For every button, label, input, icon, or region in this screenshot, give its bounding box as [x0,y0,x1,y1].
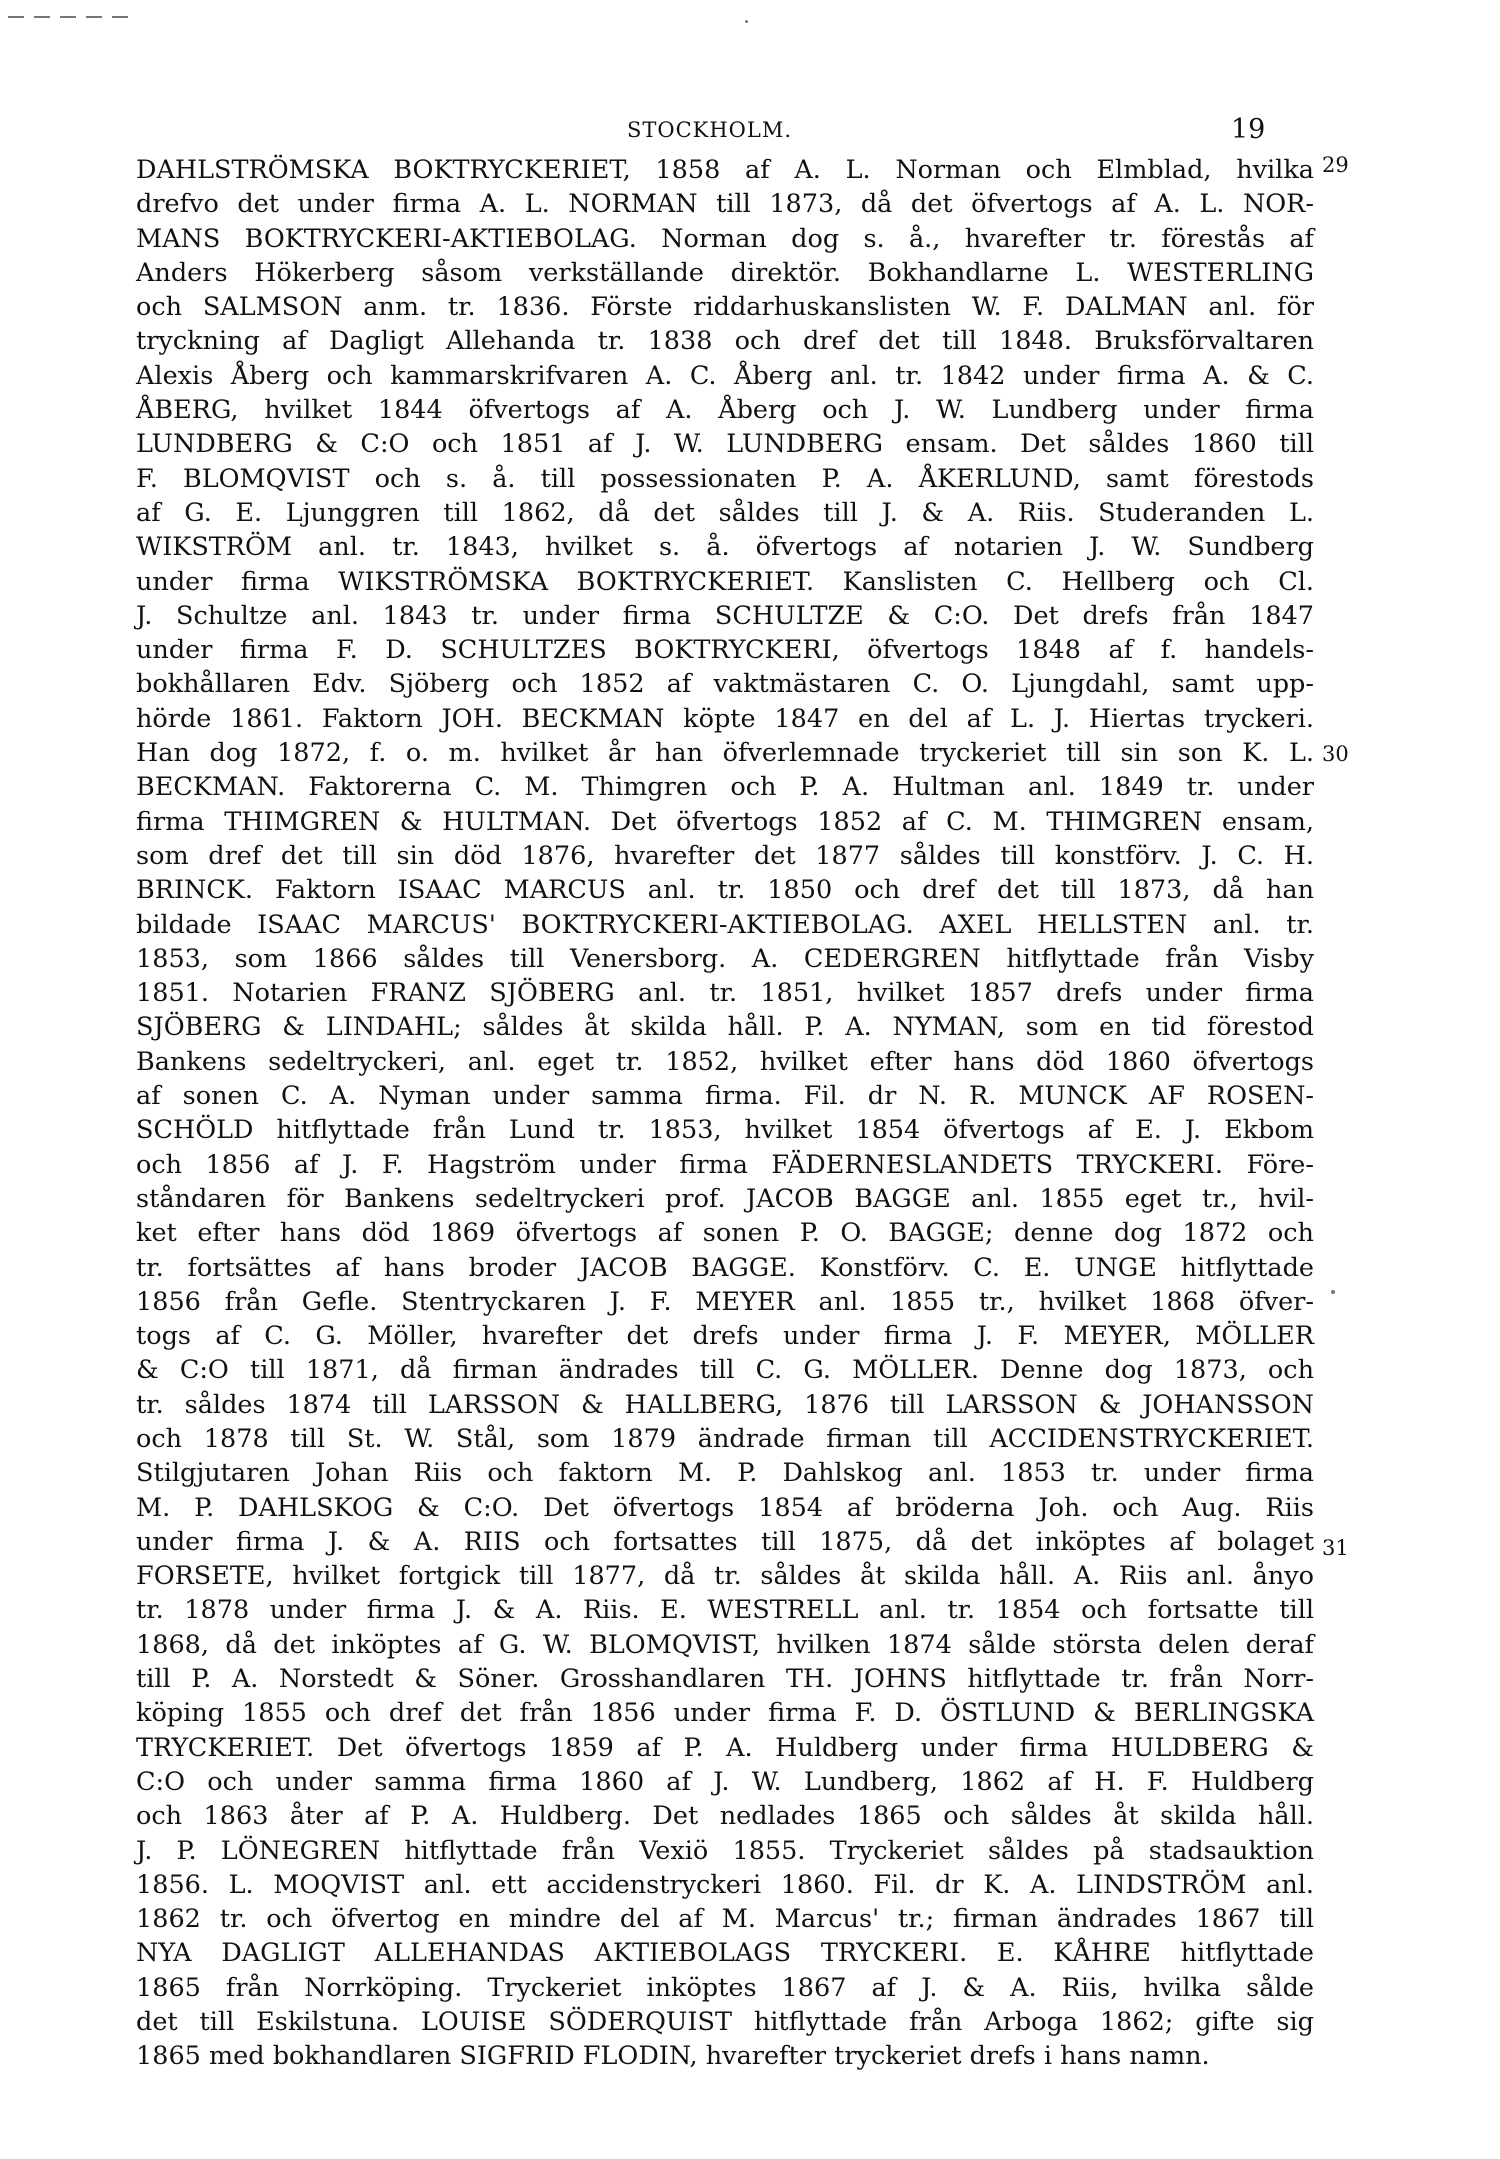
margin-number: 30 [1322,742,1349,766]
text-line: tr. 1878 under firma J. & A. Riis. E. WESTRELL anl. tr. 1854 och fortsatte till [136,1595,1314,1626]
text-line: Alexis Åberg och kammarskrifvaren A. C. Åberg anl. tr. 1842 under firma A. & C. [136,360,1314,391]
text-line: ket efter hans död 1869 öfvertogs af sonen P. O. BAGGE; denne dog 1872 och [136,1218,1314,1249]
text-line: 1856. L. MOQVIST anl. ett accidenstryckeri 1860. Fil. dr K. A. LINDSTRÖM anl. [136,1869,1314,1900]
text-line: tr. såldes 1874 till LARSSON & HALLBERG, 1876 till LARSSON & JOHANSSON [136,1389,1314,1420]
text-line: Anders Hökerberg såsom verkställande direktör. Bokhandlarne L. WESTERLING [136,257,1314,288]
text-line: M. P. DAHLSKOG & C:O. Det öfvertogs 1854 af bröderna Joh. och Aug. Riis [136,1492,1314,1523]
text-line: 1868, då det inköptes af G. W. BLOMQVIST, hvilken 1874 sålde största delen deraf [136,1629,1314,1660]
text-line: till P. A. Norstedt & Söner. Grosshandlaren TH. JOHNS hitflyttade tr. från Norr- [136,1664,1314,1695]
text-line: bildade ISAAC MARCUS' BOKTRYCKERI-AKTIEBOLAG. AXEL HELLSTEN anl. tr. [136,909,1314,940]
text-line: drefvo det under firma A. L. NORMAN till 1873, då det öfvertogs af A. L. NOR- [136,189,1314,220]
text-line: af sonen C. A. Nyman under samma firma. Fil. dr N. R. MUNCK AF ROSEN- [136,1081,1314,1112]
text-line: NYA DAGLIGT ALLEHANDAS AKTIEBOLAGS TRYCKERI. E. KÅHRE hitflyttade [136,1938,1314,1969]
text-line: J. Schultze anl. 1843 tr. under firma SCHULTZE & C:O. Det drefs från 1847 [136,600,1314,631]
text-line: F. BLOMQVIST och s. å. till possessionaten P. A. ÅKERLUND, samt förestods [136,463,1314,494]
text-line: WIKSTRÖM anl. tr. 1843, hvilket s. å. öfvertogs af notarien J. W. Sundberg [136,532,1314,563]
text-line: under firma F. D. SCHULTZES BOKTRYCKERI, öfvertogs 1848 af f. handels- [136,635,1314,666]
text-line: bokhållaren Edv. Sjöberg och 1852 af vaktmästaren C. O. Ljungdahl, samt upp- [136,669,1314,700]
text-line: 1862 tr. och öfvertog en mindre del af M. Marcus' tr.; firman ändrades 1867 till [136,1904,1314,1935]
margin-number: 31 [1322,1536,1349,1560]
text-line: firma THIMGREN & HULTMAN. Det öfvertogs 1852 af C. M. THIMGREN ensam, [136,806,1314,837]
text-line: MANS BOKTRYCKERI-AKTIEBOLAG. Norman dog s. å., hvarefter tr. förestås af [136,223,1314,254]
text-line: BRINCK. Faktorn ISAAC MARCUS anl. tr. 1850 och dref det till 1873, då han [136,875,1314,906]
text-line: 1865 från Norrköping. Tryckeriet inköptes 1867 af J. & A. Riis, hvilka sålde [136,1972,1314,2003]
text-line: tr. fortsättes af hans broder JACOB BAGGE. Konstförv. C. E. UNGE hitflyttade [136,1252,1314,1283]
text-line: SJÖBERG & LINDAHL; såldes åt skilda håll. P. A. NYMAN, som en tid förestod [136,1012,1314,1043]
text-line: 1853, som 1866 såldes till Venersborg. A. CEDERGREN hitflyttade från Visby [136,943,1314,974]
text-line: 1856 från Gefle. Stentryckaren J. F. MEYER anl. 1855 tr., hvilket 1868 öfver- [136,1286,1314,1317]
stray-dot [1331,1290,1335,1294]
text-line: Han dog 1872, f. o. m. hvilket år han öfverlemnade tryckeriet till sin son K. L. [136,738,1314,769]
text-line: hörde 1861. Faktorn JOH. BECKMAN köpte 1847 en del af L. J. Hiertas tryckeri. [136,703,1314,734]
page-number: 19 [1231,114,1266,145]
text-line: och 1856 af J. F. Hagström under firma FÄDERNESLANDETS TRYCKERI. Före- [136,1149,1314,1180]
text-line: och 1863 åter af P. A. Huldberg. Det nedlades 1865 och såldes åt skilda håll. [136,1801,1314,1832]
scan-artifact-dot [745,20,748,23]
text-line: af G. E. Ljunggren till 1862, då det såldes till J. & A. Riis. Studeranden L. [136,497,1314,528]
text-line: FORSETE, hvilket fortgick till 1877, då tr. såldes åt skilda håll. A. Riis anl. ånyo [136,1561,1314,1592]
text-line: J. P. LÖNEGREN hitflyttade från Vexiö 1855. Tryckeriet såldes på stadsauktion [136,1835,1314,1866]
text-line: under firma WIKSTRÖMSKA BOKTRYCKERIET. Kanslisten C. Hellberg och Cl. [136,566,1314,597]
text-line: BECKMAN. Faktorerna C. M. Thimgren och P. A. Hultman anl. 1849 tr. under [136,772,1314,803]
text-line: ÅBERG, hvilket 1844 öfvertogs af A. Åberg och J. W. Lundberg under firma [136,395,1314,426]
text-line: & C:O till 1871, då firman ändrades till C. G. MÖLLER. Denne dog 1873, och [136,1355,1314,1386]
text-line: det till Eskilstuna. LOUISE SÖDERQUIST hitflyttade från Arboga 1862; gifte sig [136,2007,1314,2038]
text-line: LUNDBERG & C:O och 1851 af J. W. LUNDBERG ensam. Det såldes 1860 till [136,429,1314,460]
text-line: Stilgjutaren Johan Riis och faktorn M. P. Dahlskog anl. 1853 tr. under firma [136,1458,1314,1489]
text-line: köping 1855 och dref det från 1856 under firma F. D. ÖSTLUND & BERLINGSKA [136,1698,1314,1729]
text-line: och SALMSON anm. tr. 1836. Förste riddarhuskanslisten W. F. DALMAN anl. för [136,292,1314,323]
scan-artifact-mark [8,16,128,18]
body-text [136,153,1314,2074]
text-line: under firma J. & A. RIIS och fortsattes till 1875, då det inköptes af bolaget [136,1526,1314,1557]
text-line: Bankens sedeltryckeri, anl. eget tr. 1852, hvilket efter hans död 1860 öfvertogs [136,1046,1314,1077]
margin-number: 29 [1322,153,1349,177]
text-line: C:O och under samma firma 1860 af J. W. Lundberg, 1862 af H. F. Huldberg [136,1766,1314,1797]
text-line: tryckning af Dagligt Allehanda tr. 1838 och dref det till 1848. Bruksförvaltaren [136,326,1314,357]
text-line: TRYCKERIET. Det öfvertogs 1859 af P. A. Huldberg under firma HULDBERG & [136,1732,1314,1763]
text-line: som dref det till sin död 1876, hvarefter det 1877 såldes till konstförv. J. C. H. [136,840,1314,871]
text-line: SCHÖLD hitflyttade från Lund tr. 1853, hvilket 1854 öfvertogs af E. J. Ekbom [136,1115,1314,1146]
text-line: togs af C. G. Möller, hvarefter det drefs under firma J. F. MEYER, MÖLLER [136,1321,1314,1352]
text-line: 1851. Notarien FRANZ SJÖBERG anl. tr. 1851, hvilket 1857 drefs under firma [136,978,1314,1009]
running-title: STOCKHOLM. [627,118,793,142]
text-line: ståndaren för Bankens sedeltryckeri prof. JACOB BAGGE anl. 1855 eget tr., hvil- [136,1183,1314,1214]
text-line: 1865 med bokhandlaren SIGFRID FLODIN, hvarefter tryckeriet drefs i hans namn. [136,2041,1210,2072]
text-line: och 1878 till St. W. Stål, som 1879 ändrade firman till ACCIDENSTRYCKERIET. [136,1423,1314,1454]
text-line: DAHLSTRÖMSKA BOKTRYCKERIET, 1858 af A. L. Norman och Elmblad, hvilka [136,155,1314,185]
